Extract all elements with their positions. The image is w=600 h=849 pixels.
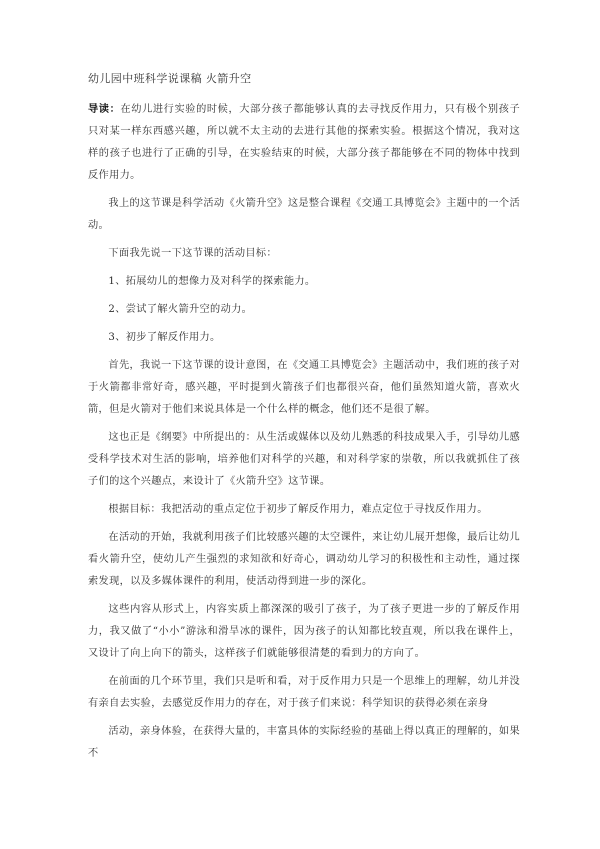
focus-paragraph: 根据目标：我把活动的重点定位于初步了解反作用力，难点定位于寻找反作用力。	[108, 504, 488, 515]
design-intent-paragraph: 首先，我说一下这节课的设计意图，在《交通工具博览会》主题活动中，我们班的孩子对于火箭都非常好奇，感兴趣，平时提到火箭孩子们也都很兴奋，他们虽然知道火箭，喜欢火箭，但是火箭对于他们来说具体是一个什么样的概念，他们还不是很了解。	[88, 360, 520, 415]
experience-paragraph: 在前面的几个环节里，我们只是听和看，对于反作用力只是一个思维上的理解，幼儿并没有亲自去实验，去感觉反作用力的存在，对于孩子们来说：科学知识的获得必须在亲身	[88, 676, 520, 709]
lead-paragraph	[88, 98, 520, 187]
content-form-paragraph: 这些内容从形式上，内容实质上都深深的吸引了孩子，为了孩子更进一步的了解反作用力，我又做了“小小”游泳和滑旱冰的课件，因为孩子的认知都比较直观，所以我在课件上，又设计了向上向下的箭头，这样孩子们就能够很清楚的看到力的方向了。	[88, 604, 520, 659]
document-title: 幼儿园中班科学说课稿 火箭升空	[88, 72, 252, 85]
activity-start-paragraph: 在活动的开始，我就利用孩子们比较感兴趣的太空课件，来让幼儿展开想像，最后让幼儿看火箭升空，使幼儿产生强烈的求知欲和好奇心，调动幼儿学习的积极性和主动性，通过探索发现，以及多媒体课件的利用，使活动得到进一步的深化。	[88, 532, 520, 587]
objectives-heading: 下面我先说一下这节课的活动目标：	[108, 248, 277, 259]
lead-text: 在幼儿进行实验的时候，大部分孩子都能够认真的去寻找反作用力，只有极个别孩子只对某一样东西感兴趣，所以就不太主动的去进行其他的探索实验。根据这个情况，我对这样的孩子也进行了正确的引导，在实验结束的时候，大部分孩子都能够在不同的物体中找到反作用力。	[88, 104, 520, 181]
intro-paragraph: 我上的这节课是科学活动《火箭升空》这是整合课程《交通工具博览会》主题中的一个活动。	[88, 198, 520, 231]
objective-item: 3、初步了解反作用力。	[108, 332, 221, 343]
outline-paragraph: 这也正是《纲要》中所提出的：从生活或媒体以及幼儿熟悉的科技成果入手，引导幼儿感受科学技术对生活的影响，培养他们对科学的兴趣，和对科学家的崇敬，所以我就抓住了孩子们的这个兴趣点，来设计了《火箭升空》这节课。	[88, 432, 520, 487]
lead-label: 导读：	[88, 103, 121, 115]
continued-line: 活动，亲身体验，在获得大量的，丰富具体的实际经验的基础上得以真正的理解的，如果不	[88, 726, 520, 759]
objective-item: 1、拓展幼儿的想像力及对科学的探索能力。	[108, 276, 316, 287]
objective-item: 2、尝试了解火箭升空的动力。	[108, 304, 253, 315]
objectives-list	[88, 271, 520, 349]
document-body	[88, 72, 520, 759]
